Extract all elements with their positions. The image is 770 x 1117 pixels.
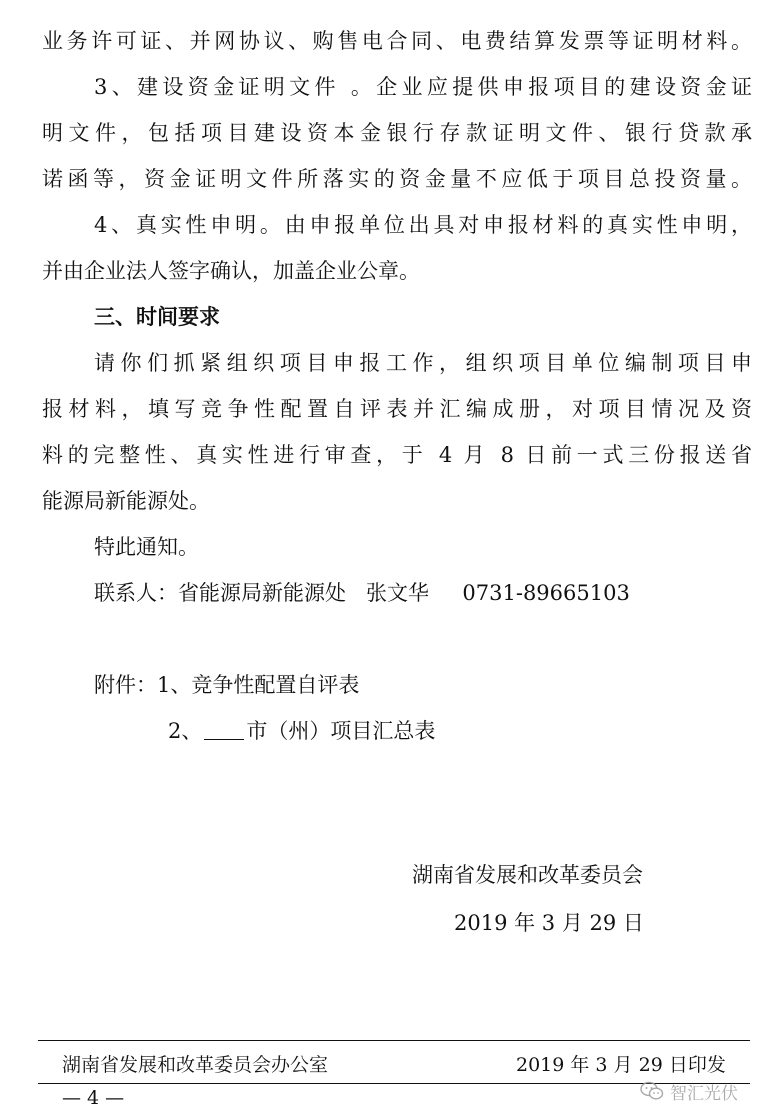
attachment-2-prefix: 2、 — [168, 719, 203, 743]
attachment-2 — [168, 716, 435, 746]
section3-line-2: 报材料，填写竞争性配置自评表并汇编成册，对项目情况及资 — [42, 397, 752, 421]
signature-date: 2019 年 3 月 29 日 — [454, 911, 644, 935]
item3-line-3: 诺函等，资金证明文件所落实的资金量不应低于项目总投资量。 — [42, 167, 752, 191]
notice-text: 特此通知。 — [94, 535, 199, 559]
item3-line-1: 3、建设资金证明文件 。企业应提供申报项目的建设资金证 — [94, 75, 752, 99]
footer-issue-date: 2019 年 3 月 29 日印发 — [516, 1054, 726, 1076]
footer-top-rule — [38, 1040, 750, 1041]
attachment-1: 附件：1、竞争性配置自评表 — [94, 673, 360, 697]
item4-line-1: 4、真实性申明。由申报单位出具对申报材料的真实性申明， — [94, 213, 752, 237]
section3-line-3: 料的完整性、真实性进行审查，于 4 月 8 日前一式三份报送省 — [42, 443, 752, 467]
wechat-icon — [640, 1081, 664, 1101]
attachment-2-suffix: 市（州）项目汇总表 — [246, 719, 436, 743]
watermark-text: 智汇光伏 — [670, 1083, 738, 1104]
signature-org: 湖南省发展和改革委员会 — [412, 863, 643, 887]
page-number: — 4 — — [62, 1087, 125, 1109]
paragraph-line: 业务许可证、并网协议、购售电合同、电费结算发票等证明材料。 — [42, 29, 752, 53]
section3-line-4: 能源局新能源处。 — [42, 489, 210, 513]
watermark — [640, 1078, 738, 1104]
item4-line-2: 并由企业法人签字确认，加盖企业公章。 — [42, 259, 420, 283]
item3-line-2: 明文件，包括项目建设资本金银行存款证明文件、银行贷款承 — [42, 121, 752, 145]
section-heading: 三、时间要求 — [94, 305, 220, 329]
section3-line-1: 请你们抓紧组织项目申报工作，组织项目单位编制项目申 — [94, 351, 752, 375]
blank-underline — [204, 719, 244, 740]
footer-issuer: 湖南省发展和改革委员会办公室 — [62, 1054, 329, 1076]
contact-line: 联系人：省能源局新能源处 张文华 0731-89665103 — [94, 581, 630, 605]
